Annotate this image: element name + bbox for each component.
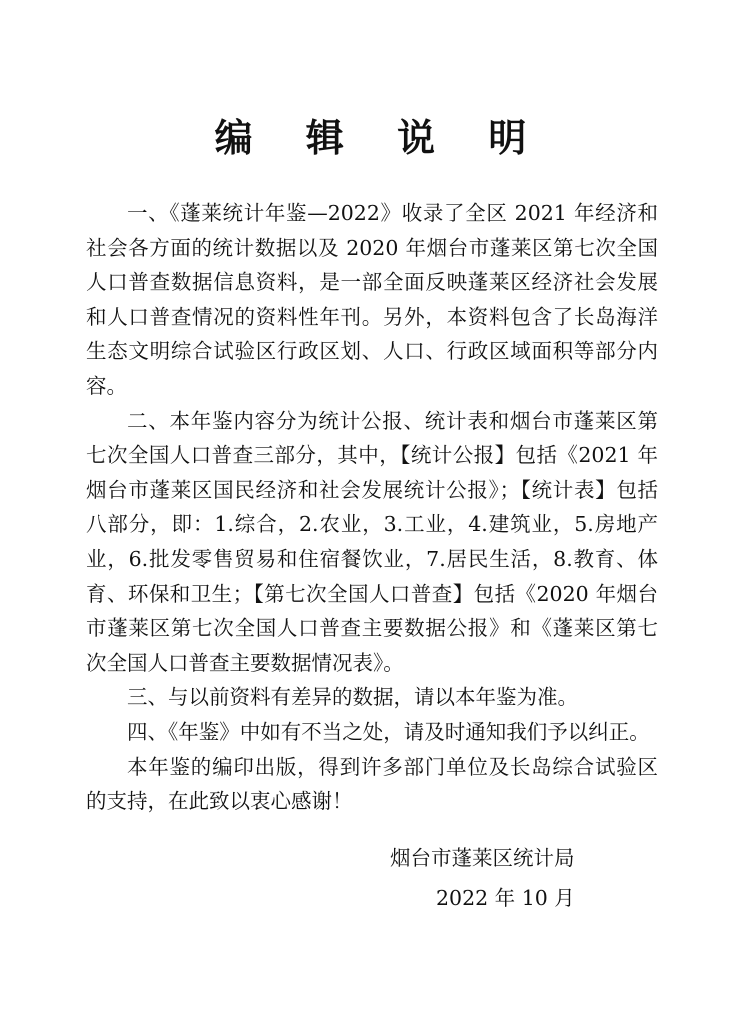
paragraph-3: 三、与以前资料有差异的数据，请以本年鉴为准。 bbox=[127, 685, 578, 710]
page-title: 编 辑 说 明 bbox=[214, 115, 547, 160]
paragraph-4: 四、《年鉴》中如有不当之处，请及时通知我们予以纠正。 bbox=[127, 719, 650, 744]
paragraph-1: 一、《蓬莱统计年鉴—2022》收录了全区 2021 年经济和社会各方面的统计数据以及 2020 年烟台市蓬莱区第七次全国人口普查数据信息资料，是一部全面反映蓬莱区经济社会发展和人口普查情况的资料性年刊。另外，本资料包含了长岛海洋生态文明综合试验区行政区划、人口、行政区域面积等部分内容。 bbox=[86, 201, 658, 398]
editorial-notes-body bbox=[86, 196, 658, 819]
signature-date: 2022 年 10 月 bbox=[436, 886, 575, 910]
paragraph-5: 本年鉴的编印出版，得到许多部门单位及长岛综合试验区的支持，在此致以衷心感谢！ bbox=[86, 754, 658, 814]
signature-block bbox=[390, 840, 620, 916]
paragraph-2: 二、本年鉴内容分为统计公报、统计表和烟台市蓬莱区第七次全国人口普查三部分，其中，【统计公报】包括《2021 年烟台市蓬莱区国民经济和社会发展统计公报》；【统计表】包括八部分，即：1.综合，2.农业，3.工业，4.建筑业，5.房地产业，6.批发零售贸易和住宿餐饮业，7.居民生活，8.教育、体育、环保和卫生；【第七次全国人口普查】包括《2020 年烟台市蓬莱区第七次全国人口普查主要数据公报》和《蓬莱区第七次全国人口普查主要数据情况表》。 bbox=[86, 408, 658, 675]
signature-organization: 烟台市蓬莱区统计局 bbox=[390, 846, 575, 870]
